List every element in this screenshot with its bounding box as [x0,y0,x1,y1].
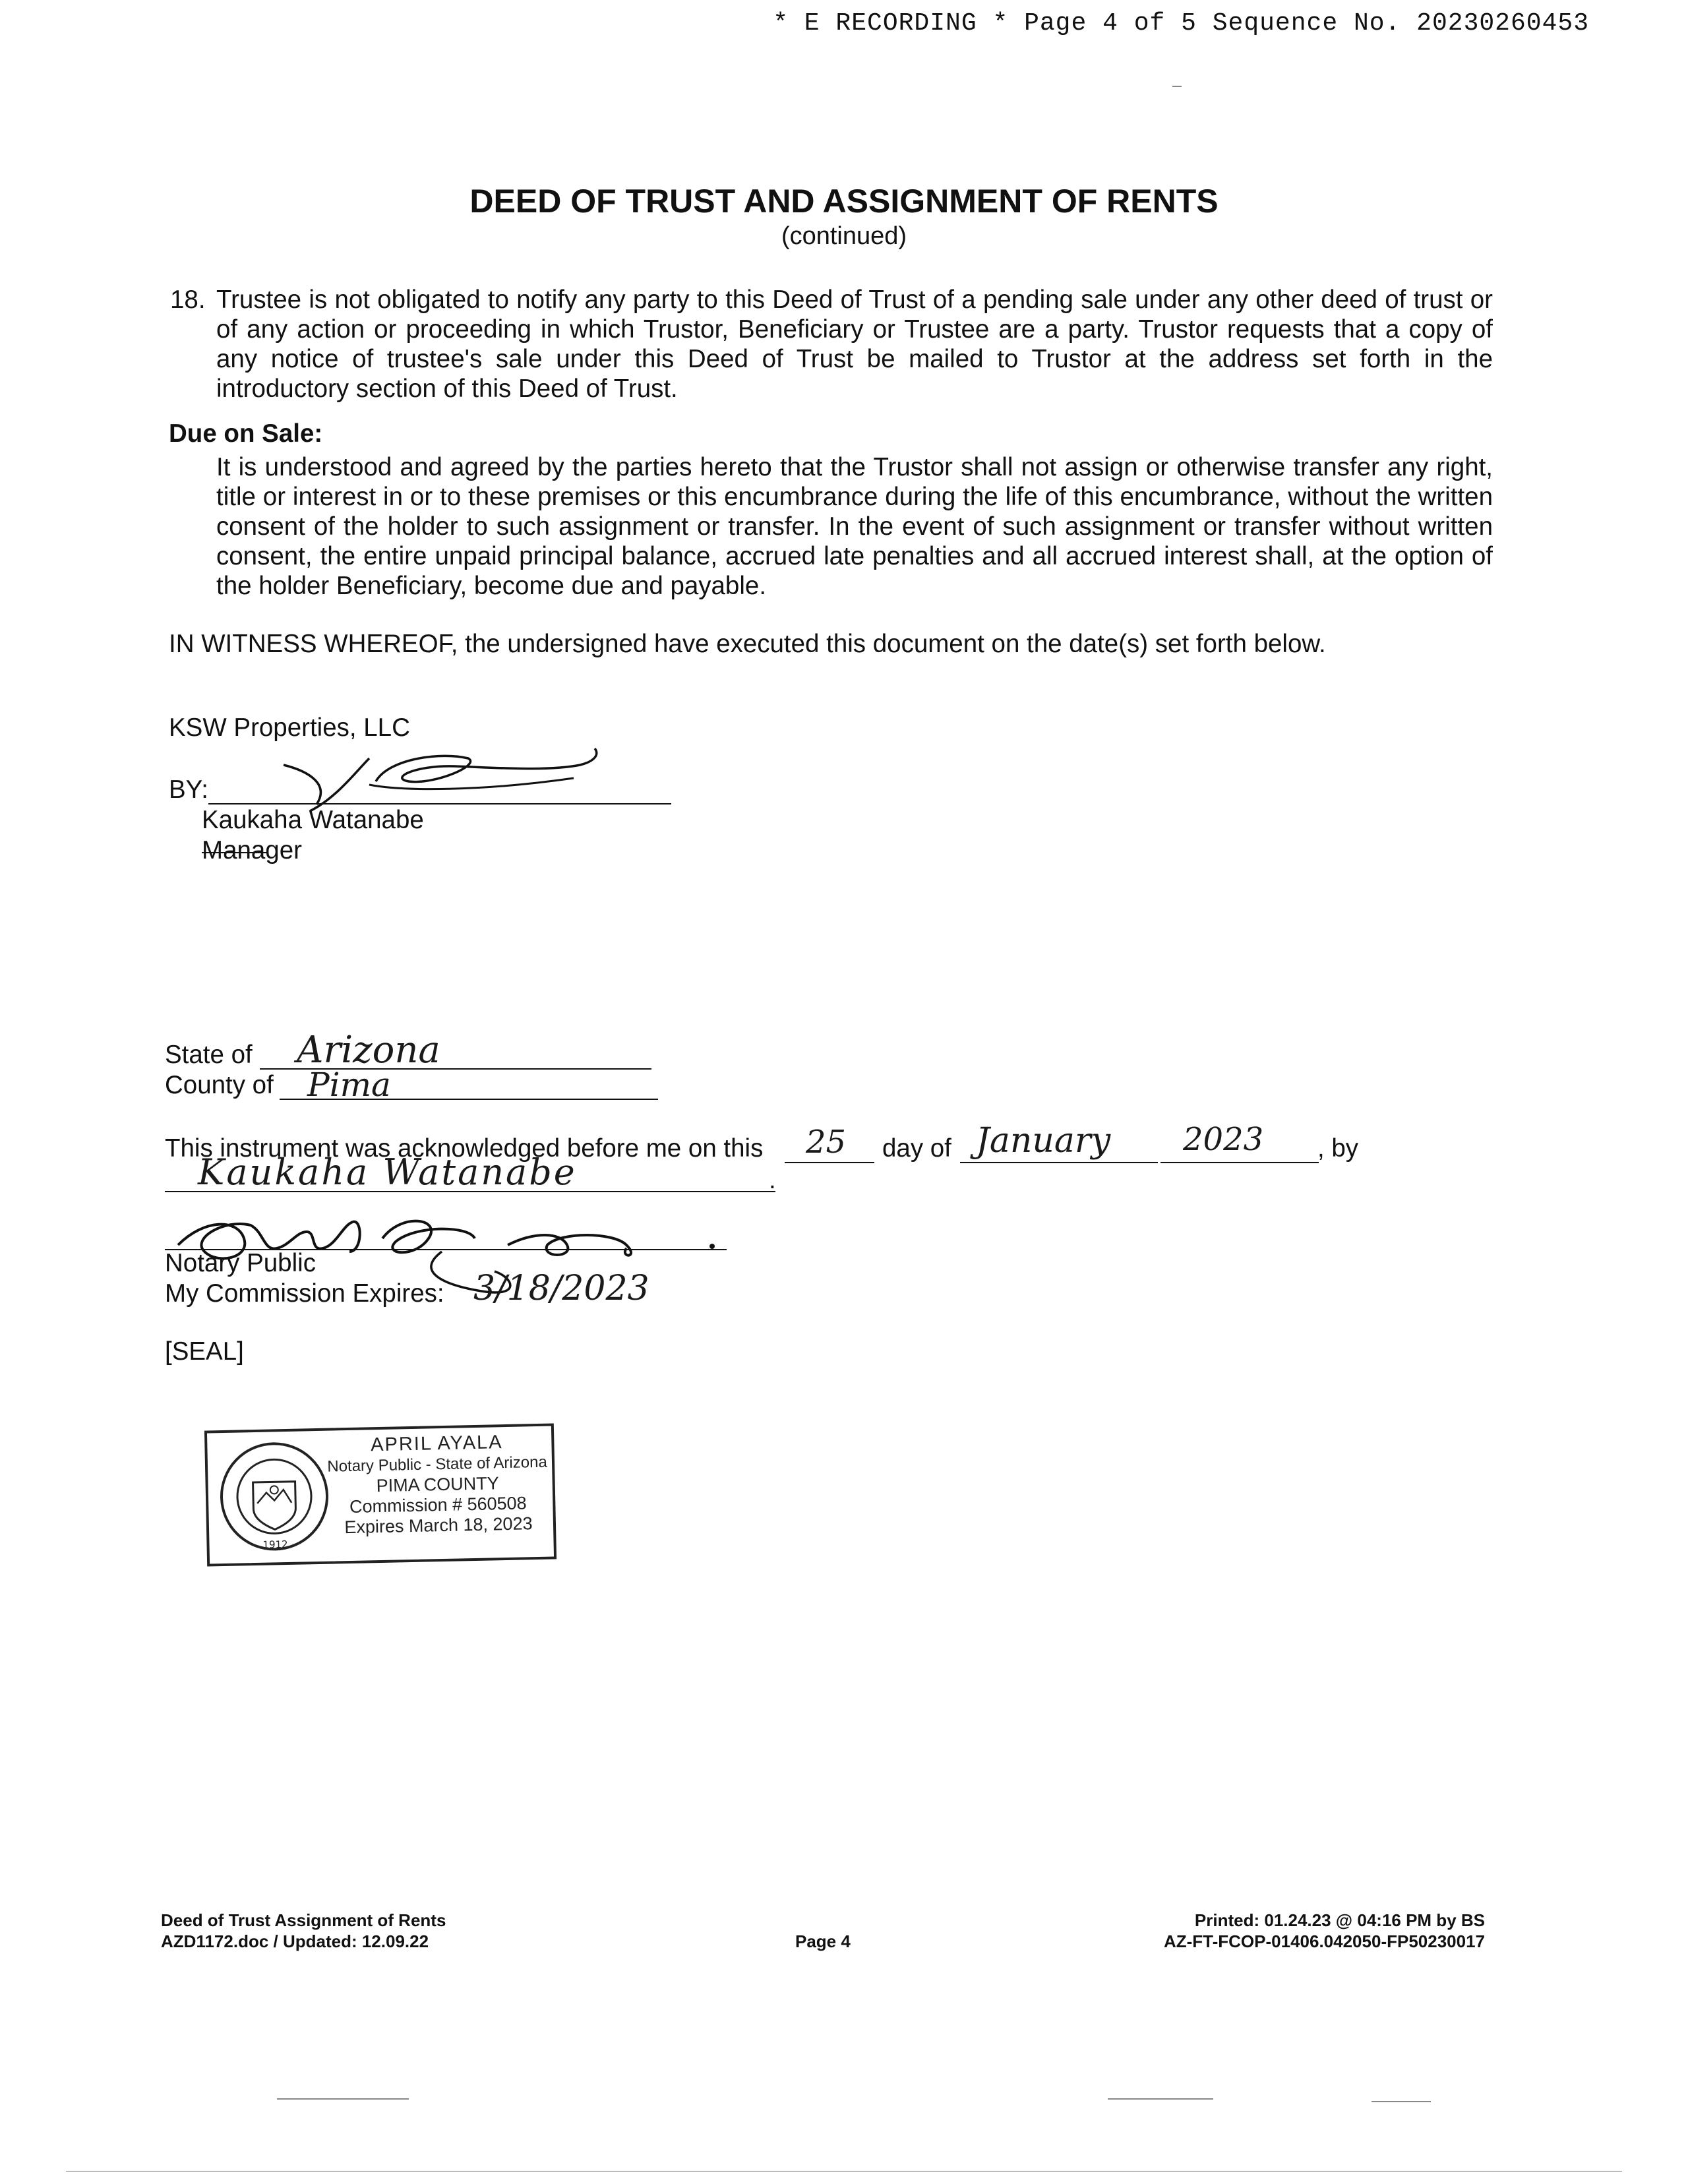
day-value: 25 [806,1124,847,1161]
notary-name: APRIL AYALA [370,1432,503,1456]
day-line [785,1162,874,1163]
footer-printed: Printed: 01.24.23 @ 04:16 PM by BS [1194,1910,1485,1930]
section-18-text: Trustee is not obligated to notify any party to this Deed of Trust of a pending sale under any other deed of trust or of any action or proceeding in which Trustor, Beneficiary or Trustee are a party. Trustor requests that a copy of any notice of trustee's sale under this Deed of Trust be mailed to Trustor at the address set forth in the introductory section of this Deed of Trust. [216,286,1493,403]
stamp-text [324,1432,551,1538]
stamp-line-2: PIMA COUNTY [376,1473,499,1496]
scan-artifact [66,2171,1622,2172]
state-value: Arizona [297,1029,440,1072]
footer-doc-updated: AZD1172.doc / Updated: 12.09.22 [161,1931,429,1951]
ack-sentence: This instrument was acknowledged before me on this [165,1134,764,1163]
month-line [960,1162,1158,1163]
document-subtitle: (continued) [781,222,907,250]
county-label: County of [165,1071,274,1099]
state-seal-emblem [216,1439,332,1555]
footer-right [1164,1910,1485,1952]
stamp-line-4: Expires March 18, 2023 [344,1513,533,1538]
signer-name: Kaukaha Watanabe [202,806,424,834]
due-on-sale-text: It is understood and agreed by the parties hereto that the Trustor shall not assign or otherwise transfer any right, title or interest in or to these premises or this encumbrance during the life of this encumbrance, without the written consent of the holder to such assignment or transfer. In the event of such assignment or transfer without written consent, the entire unpaid principal balance, accrued late penalties and all accrued interest shall, at the option of the holder Beneficiary, become due and payable. [216,453,1493,600]
commission-label: My Commission Expires: [165,1279,444,1308]
seal-year: 1912 [262,1538,288,1551]
by-label-ack: , by [1317,1134,1359,1163]
by-label: BY: [169,775,208,804]
scan-artifact [277,2098,409,2100]
stamp-line-3: Commission # 560508 [349,1493,527,1517]
scan-artifact [1172,86,1182,87]
section-18-number: 18. [170,286,206,314]
seal-label: [SEAL] [165,1337,244,1366]
footer-file-code: AZ-FT-FCOP-01406.042050-FP50230017 [1163,1931,1485,1951]
day-of-label: day of [882,1134,951,1163]
month-value: January [976,1121,1111,1161]
year-value: 2023 [1183,1121,1264,1158]
document-title: DEED OF TRUST AND ASSIGNMENT OF RENTS [469,183,1219,220]
county-value: Pima [307,1066,391,1104]
notary-public-label: Notary Public [165,1249,316,1277]
footer-left [161,1910,446,1952]
footer-page-number: Page 4 [795,1931,851,1951]
year-line [1160,1162,1319,1163]
due-on-sale-heading: Due on Sale: [169,419,323,448]
scan-artifact [1372,2101,1431,2102]
commission-value: 3/18/2023 [473,1269,649,1308]
footer-doc-title: Deed of Trust Assignment of Rents [161,1910,446,1930]
state-label: State of [165,1041,253,1069]
company-name: KSW Properties, LLC [169,713,410,742]
signer-period: . [769,1166,776,1194]
witness-statement: IN WITNESS WHEREOF, the undersigned have executed this document on the date(s) set forth below. [169,630,1326,658]
signer-title: Manager [202,836,302,864]
scan-artifact [1108,2098,1213,2100]
strike-mark [202,852,266,853]
notary-stamp [204,1423,557,1566]
stamp-line-1: Notary Public - State of Arizona [327,1453,548,1476]
recording-header: * E RECORDING * Page 4 of 5 Sequence No. 20230260453 [773,9,1589,38]
signer-value: Kaukaha Watanabe [198,1151,577,1193]
